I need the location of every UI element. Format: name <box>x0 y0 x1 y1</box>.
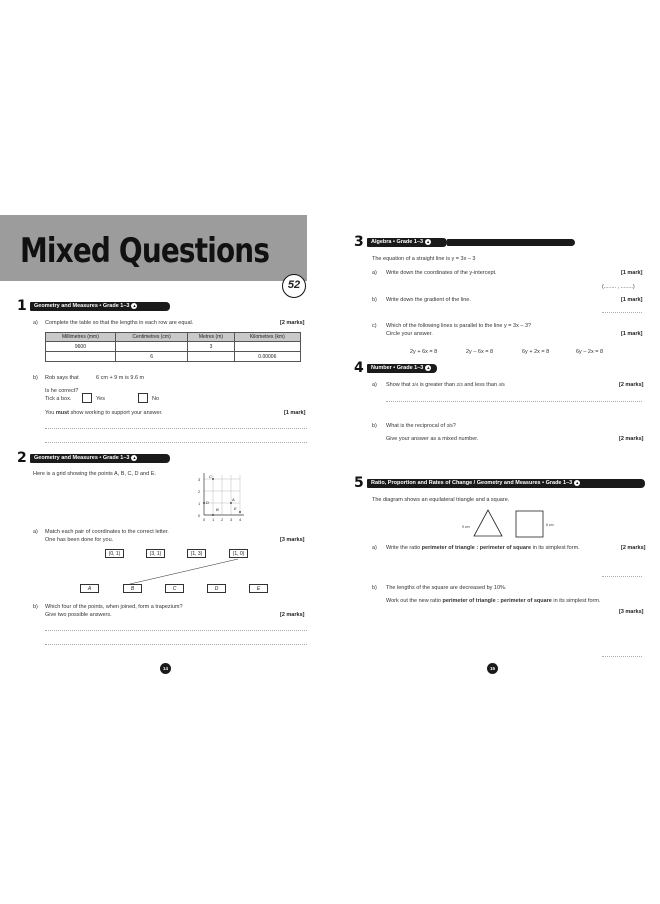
question-number-4: 4 <box>354 360 364 376</box>
q5b-text: The lengths of the square are decreased by 10%. <box>386 585 507 591</box>
coordinate-box[interactable]: (1, 3) <box>187 549 206 558</box>
q3-topic: Algebra • Grade 1–3 <box>371 239 424 245</box>
q3b-text: Write down the gradient of the line. <box>386 297 471 303</box>
answer-line[interactable] <box>45 644 307 645</box>
answer-line[interactable] <box>45 442 307 443</box>
answer-option[interactable]: 6y + 2x = 8 <box>522 349 550 355</box>
q2a-label: a) <box>33 529 38 535</box>
ratio-text-bold: perimeter of triangle : perimeter of square <box>421 545 532 551</box>
grid-point <box>203 502 205 504</box>
q1-topic: Geometry and Measures • Grade 1–3 <box>34 303 130 309</box>
grid-point <box>212 514 214 516</box>
yes-label: Yes <box>96 396 105 402</box>
q5-intro: The diagram shows an equilateral triangle and a square. <box>372 497 510 503</box>
question-number-2: 2 <box>17 450 27 466</box>
coordinate-box[interactable]: (0, 1) <box>105 549 124 558</box>
table-cell-answer[interactable] <box>115 342 187 352</box>
table-header: Kilometres (km) <box>234 333 300 342</box>
q4a-text <box>386 382 505 388</box>
coordinate-box[interactable]: (3, 1) <box>146 549 165 558</box>
equilateral-triangle <box>474 510 502 536</box>
q1a-marks: [2 marks] <box>280 320 305 326</box>
answer-line[interactable] <box>45 630 307 631</box>
q3c-text-2: Circle your answer. <box>386 331 433 337</box>
q5b-label: b) <box>372 585 377 591</box>
q2a-text-2: One has been done for you. <box>45 537 114 543</box>
answer-line[interactable] <box>602 656 642 657</box>
q2a-text: Match each pair of coordinates to the correct letter. <box>45 529 169 535</box>
q1b-text: Rob says that <box>45 375 79 381</box>
table-cell-answer[interactable] <box>188 352 234 362</box>
q5a-label: a) <box>372 545 377 551</box>
q1b-equation: 6 cm + 9 m is 9.6 m <box>96 375 145 381</box>
q3a-text: Write down the coordinates of the y-intercept. <box>386 270 497 276</box>
question-count-badge: 52 <box>282 274 306 298</box>
table-cell: 6 <box>115 352 187 362</box>
triangle-side-label: 9 cm <box>462 525 470 529</box>
x-tick-label: 3 <box>230 517 233 522</box>
working-text: show working to support your answer. <box>68 410 163 416</box>
q2b-text: Which four of the points, when joined, form a trapezium? <box>45 604 183 610</box>
ratio-text-bold: perimeter of triangle : perimeter of square <box>442 598 552 604</box>
example-match-line <box>120 558 250 586</box>
letter-box[interactable]: D <box>207 584 226 593</box>
q2-topic: Geometry and Measures • Grade 1–3 <box>34 455 130 461</box>
q3a-answer[interactable]: (........ , ........) <box>602 284 635 290</box>
q1b-working-instruction <box>45 410 163 416</box>
q2b-label: b) <box>33 604 38 610</box>
grade-icon: ▲ <box>132 454 137 460</box>
question-number-3: 3 <box>354 234 364 250</box>
fraction: 3/4 <box>412 382 419 387</box>
point-b: B <box>216 507 219 512</box>
q4b-text-2: Give your answer as a mixed number. <box>386 436 479 442</box>
q3-intro: The equation of a straight line is y = 3x – 3 <box>372 256 476 262</box>
q3c-marks: [1 mark] <box>621 331 643 337</box>
q4b-label: b) <box>372 423 377 429</box>
x-tick-label: 2 <box>221 517 224 522</box>
grid-point <box>230 502 232 504</box>
conversion-table <box>45 332 301 362</box>
question-number-5: 5 <box>354 475 364 491</box>
page-title: Mixed Questions <box>20 231 270 271</box>
point-d: D <box>206 500 209 505</box>
no-checkbox[interactable] <box>138 393 148 403</box>
letter-box[interactable]: A <box>80 584 99 593</box>
question-number-1: 1 <box>17 298 27 314</box>
x-tick-label: 4 <box>239 517 242 522</box>
y-tick-label: 2 <box>198 489 201 494</box>
comparison-text: is greater than <box>419 382 455 388</box>
page-number: 14 <box>160 663 171 674</box>
table-header: Millimetres (mm) <box>46 333 116 342</box>
q1a-label: a) <box>33 320 38 326</box>
q2b-marks: [2 marks] <box>280 612 305 618</box>
q2-topic-bar <box>30 454 170 463</box>
shapes-diagram <box>460 507 570 543</box>
q4-topic: Number • Grade 1–3 <box>371 365 424 371</box>
fraction: 3/5 <box>446 423 453 428</box>
no-label: No <box>152 396 160 402</box>
q5b-marks: [3 marks] <box>619 609 644 615</box>
table-cell: 9600 <box>46 342 116 352</box>
q3a-marks: [1 mark] <box>621 270 643 276</box>
answer-line[interactable] <box>602 576 642 577</box>
q5a-marks: [2 marks] <box>621 545 646 551</box>
q1a-text: Complete the table so that the lengths in each row are equal. <box>45 320 194 326</box>
answer-option[interactable]: 2y + 6x = 8 <box>410 349 438 355</box>
ratio-text: Work out the new ratio <box>386 598 443 604</box>
q1-topic-bar <box>30 302 170 311</box>
q4b-marks: [2 marks] <box>619 436 644 442</box>
q4b-text: What is the reciprocal of 3/5? <box>386 423 456 429</box>
left-page <box>0 215 330 675</box>
topic-bar-extension <box>447 239 575 246</box>
table-header: Metres (m) <box>188 333 234 342</box>
ratio-text: in its simplest form. <box>531 545 580 551</box>
answer-line[interactable] <box>45 428 307 429</box>
working-text-bold: must <box>55 410 69 416</box>
q1b-tick-instruction: Tick a box. <box>45 396 72 402</box>
y-tick-label: 3 <box>198 477 201 482</box>
point-e: E <box>234 506 237 511</box>
letter-box[interactable]: B <box>123 584 142 593</box>
reciprocal-text: What is the reciprocal of <box>386 423 445 429</box>
q1b-question: Is he correct? <box>45 388 79 394</box>
q5-topic: Ratio, Proportion and Rates of Change / Geometry and Measures • Grade 1–3 <box>371 480 573 486</box>
answer-option[interactable]: 2y – 6x = 8 <box>466 349 494 355</box>
ratio-text: in its simplest form. <box>551 598 601 604</box>
q1b-marks: [1 mark] <box>284 410 306 416</box>
show-that-text: Show that <box>386 382 411 388</box>
table-cell: 0.00006 <box>234 352 300 362</box>
table-row <box>46 352 301 362</box>
q3c-label: c) <box>372 323 377 329</box>
coordinate-box[interactable]: (1, 0) <box>229 549 248 558</box>
table-cell-answer[interactable] <box>234 342 300 352</box>
q5-topic-bar <box>367 479 645 488</box>
answer-option[interactable]: 6y – 2x = 8 <box>576 349 604 355</box>
q3c-text: Which of the following lines is parallel to the line y = 3x – 3? <box>386 323 532 329</box>
letter-box[interactable]: C <box>165 584 184 593</box>
q4a-marks: [2 marks] <box>619 382 644 388</box>
right-page <box>330 215 660 675</box>
grid-point <box>212 478 214 480</box>
table-row <box>46 342 301 352</box>
q5a-text <box>386 545 580 551</box>
grade-icon: ▲ <box>132 302 137 308</box>
y-tick-label: 0 <box>198 513 201 518</box>
table-header: Centimetres (cm) <box>115 333 187 342</box>
square <box>516 511 543 537</box>
q5b-text-2 <box>386 598 600 604</box>
grade-icon: ▲ <box>575 479 580 485</box>
page-number: 15 <box>487 663 498 674</box>
answer-line[interactable] <box>602 312 642 313</box>
q3-topic-bar <box>367 238 447 247</box>
q4a-label: a) <box>372 382 377 388</box>
ratio-text: Write the ratio <box>386 545 422 551</box>
point-a: A <box>232 497 235 502</box>
y-tick-label: 1 <box>198 501 201 506</box>
q1b-label: b) <box>33 375 38 381</box>
q2-intro: Here is a grid showing the points A, B, C, D and E. <box>33 471 156 477</box>
comparison-text: and less than <box>464 382 498 388</box>
answer-line[interactable] <box>386 401 642 402</box>
q2b-text-2: Give two possible answers. <box>45 612 112 618</box>
coordinate-grid <box>190 471 250 523</box>
q4-topic-bar <box>367 364 437 373</box>
point-c: C <box>209 474 212 479</box>
letter-box[interactable]: E <box>249 584 268 593</box>
grade-icon: ▲ <box>426 238 431 244</box>
q2a-marks: [3 marks] <box>280 537 305 543</box>
fraction: 4/5 <box>498 382 505 387</box>
table-cell: 3 <box>188 342 234 352</box>
grade-icon: ▲ <box>426 364 431 370</box>
yes-checkbox[interactable] <box>82 393 92 403</box>
fraction: 2/3 <box>456 382 463 387</box>
q3b-label: b) <box>372 297 377 303</box>
x-tick-label: 0 <box>203 517 206 522</box>
working-text: You <box>45 410 56 416</box>
x-tick-label: 1 <box>212 517 215 522</box>
grid-point <box>239 511 241 513</box>
table-cell-answer[interactable] <box>46 352 116 362</box>
q3b-marks: [1 mark] <box>621 297 643 303</box>
q3a-label: a) <box>372 270 377 276</box>
square-side-label: 6 cm <box>546 523 554 527</box>
